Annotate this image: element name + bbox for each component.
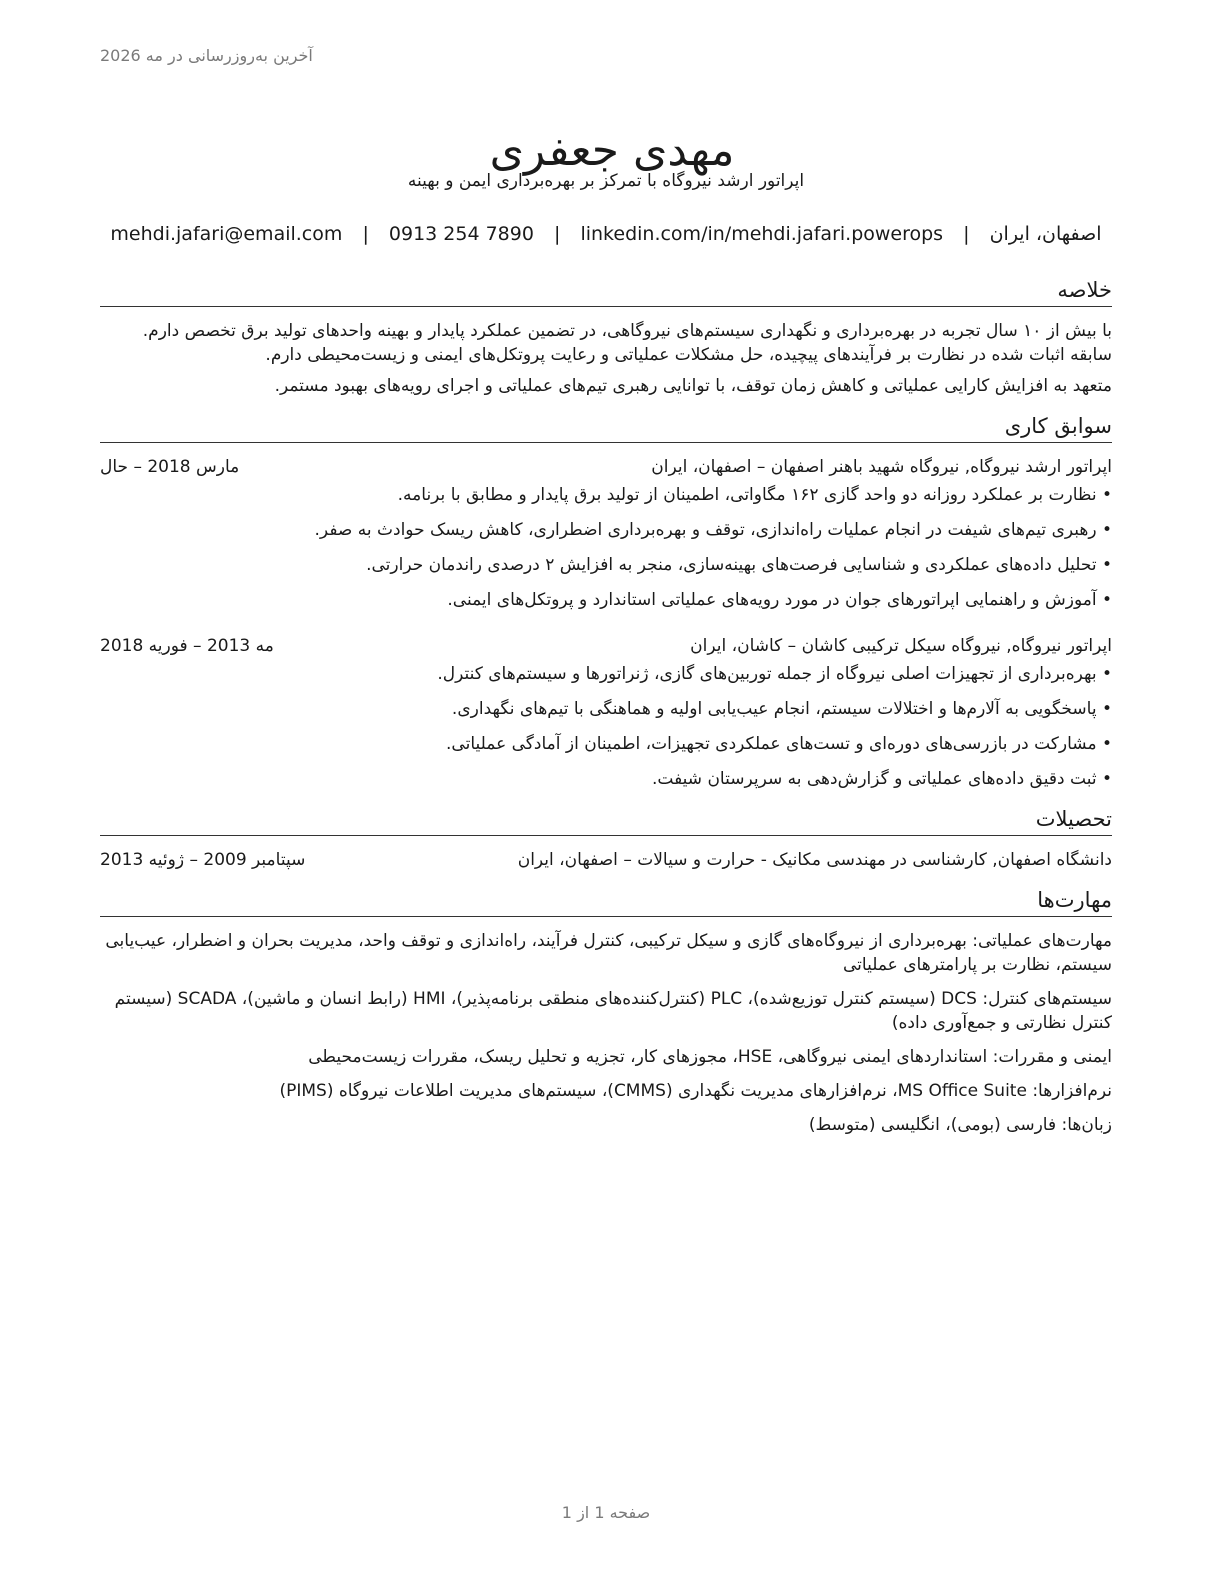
headline: اپراتور ارشد نیروگاه با تمرکز بر بهره‌برداری ایمن و بهینه xyxy=(407,171,805,191)
education-dates: سپتامبر 2009 – ژوئیه 2013 xyxy=(100,850,306,870)
job-bullet: • رهبری تیم‌های شیفت در انجام عملیات راه‌اندازی، توقف و بهره‌برداری اضطراری، کاهش ریسک حوادث به صفر. xyxy=(100,518,1112,542)
section-title: تحصیلات xyxy=(100,805,1112,836)
skill-line: زبان‌ها: فارسی (بومی)، انگلیسی (متوسط) xyxy=(808,1115,1112,1135)
experience-section xyxy=(100,412,1112,791)
contact-phone: 0913 254 7890 xyxy=(388,223,534,245)
job-bullet: • آموزش و راهنمایی اپراتورهای جوان در مورد رویه‌های عملیاتی استاندارد و پروتکل‌های ایمنی. xyxy=(100,588,1112,612)
skill-line: ایمنی و مقررات: استانداردهای ایمنی نیروگاهی، HSE، مجوزهای کار، تجزیه و تحلیل ریسک، مقررات زیست‌محیطی xyxy=(308,1047,1112,1067)
job-entry xyxy=(100,634,1112,791)
contact-line xyxy=(0,223,1212,245)
contact-email[interactable]: mehdi.jafari@email.com xyxy=(110,223,343,245)
job-bullet: • پاسخگویی به آلارم‌ها و اختلالات سیستم، انجام عیب‌یابی اولیه و هماهنگی با تیم‌های نگهداری. xyxy=(100,697,1112,721)
section-title: خلاصه xyxy=(100,276,1112,307)
job-entry xyxy=(100,455,1112,612)
page-number: صفحه 1 از 1 xyxy=(561,1503,651,1522)
job-header xyxy=(100,455,1112,479)
contact-linkedin[interactable]: linkedin.com/in/mehdi.jafari.powerops xyxy=(580,223,944,245)
job-dates: مه 2013 – فوریه 2018 xyxy=(100,636,274,656)
summary-section xyxy=(100,276,1112,398)
education-title: دانشگاه اصفهان, کارشناسی در مهندسی مکانیک - حرارت و سیالات – اصفهان، ایران xyxy=(517,850,1112,870)
job-dates: مارس 2018 – حال xyxy=(100,457,240,477)
section-title: مهارت‌ها xyxy=(100,886,1112,917)
job-bullet: • نظارت بر عملکرد روزانه دو واحد گازی ۱۶۲ مگاواتی، اطمینان از تولید برق پایدار و مطابق با برنامه. xyxy=(100,483,1112,507)
job-bullet: • بهره‌برداری از تجهیزات اصلی نیروگاه از جمله توربین‌های گازی، ژنراتورها و سیستم‌های کنترل. xyxy=(100,662,1112,686)
job-bullet: • ثبت دقیق داده‌های عملیاتی و گزارش‌دهی به سرپرستان شیفت. xyxy=(100,767,1112,791)
job-header xyxy=(100,634,1112,658)
skill-line: سیستم‌های کنترل: DCS (سیستم کنترل توزیع‌شده)، PLC (کنترل‌کننده‌های منطقی برنامه‌پذیر)، HMI (رابط انسان و ماشین)، SCADA (سیستم کنترل نظارتی و جمع‌آوری داده) xyxy=(114,989,1112,1033)
skill-line: نرم‌افزارها: MS Office Suite، نرم‌افزارهای مدیریت نگهداری (CMMS)، سیستم‌های مدیریت اطلاعات نیروگاه (PIMS) xyxy=(279,1081,1112,1101)
candidate-name: مهدی جعفری xyxy=(489,125,735,177)
job-title: اپراتور ارشد نیروگاه, نیروگاه شهید باهنر اصفهان – اصفهان، ایران xyxy=(651,457,1112,477)
skill-line: مهارت‌های عملیاتی: بهره‌برداری از نیروگاه‌های گازی و سیکل ترکیبی، کنترل فرآیند، راه‌اندازی و توقف واحد، مدیریت بحران و اضطرار، عیب‌یابی سیستم، نظارت بر پارامترهای عملیاتی xyxy=(105,931,1112,975)
job-bullets xyxy=(100,483,1112,612)
summary-paragraph: با بیش از ۱۰ سال تجربه در بهره‌برداری و نگهداری سیستم‌های نیروگاهی، در تضمین عملکرد پایدار و بهینه واحدهای تولید برق تخصص دارم. سابقه اثبات شده در نظارت بر فرآیندهای پیچیده، حل مشکلات عملیاتی و رعایت پروتکل‌های ایمنی و زیست‌محیطی دارم. xyxy=(142,321,1112,365)
contact-separator: | xyxy=(554,223,561,245)
job-title: اپراتور نیروگاه, نیروگاه سیکل ترکیبی کاشان – کاشان، ایران xyxy=(690,636,1112,656)
section-title: سوابق کاری xyxy=(100,412,1112,443)
job-bullets xyxy=(100,662,1112,791)
skills-section xyxy=(100,886,1112,1137)
job-bullet: • مشارکت در بازرسی‌های دوره‌ای و تست‌های عملکردی تجهیزات، اطمینان از آمادگی عملیاتی. xyxy=(100,732,1112,756)
last-updated: آخرین به‌روزرسانی در مه 2026 xyxy=(100,46,313,65)
contact-separator: | xyxy=(362,223,369,245)
job-bullet: • تحلیل داده‌های عملکردی و شناسایی فرصت‌های بهینه‌سازی، منجر به افزایش ۲ درصدی راندمان حرارتی. xyxy=(100,553,1112,577)
education-entry xyxy=(100,848,1112,872)
resume-body xyxy=(100,276,1112,1151)
summary-paragraph: متعهد به افزایش کارایی عملیاتی و کاهش زمان توقف، با توانایی رهبری تیم‌های عملیاتی و اجرای رویه‌های بهبود مستمر. xyxy=(274,376,1112,396)
education-section xyxy=(100,805,1112,872)
contact-separator: | xyxy=(963,223,970,245)
contact-location: اصفهان، ایران xyxy=(989,223,1102,245)
